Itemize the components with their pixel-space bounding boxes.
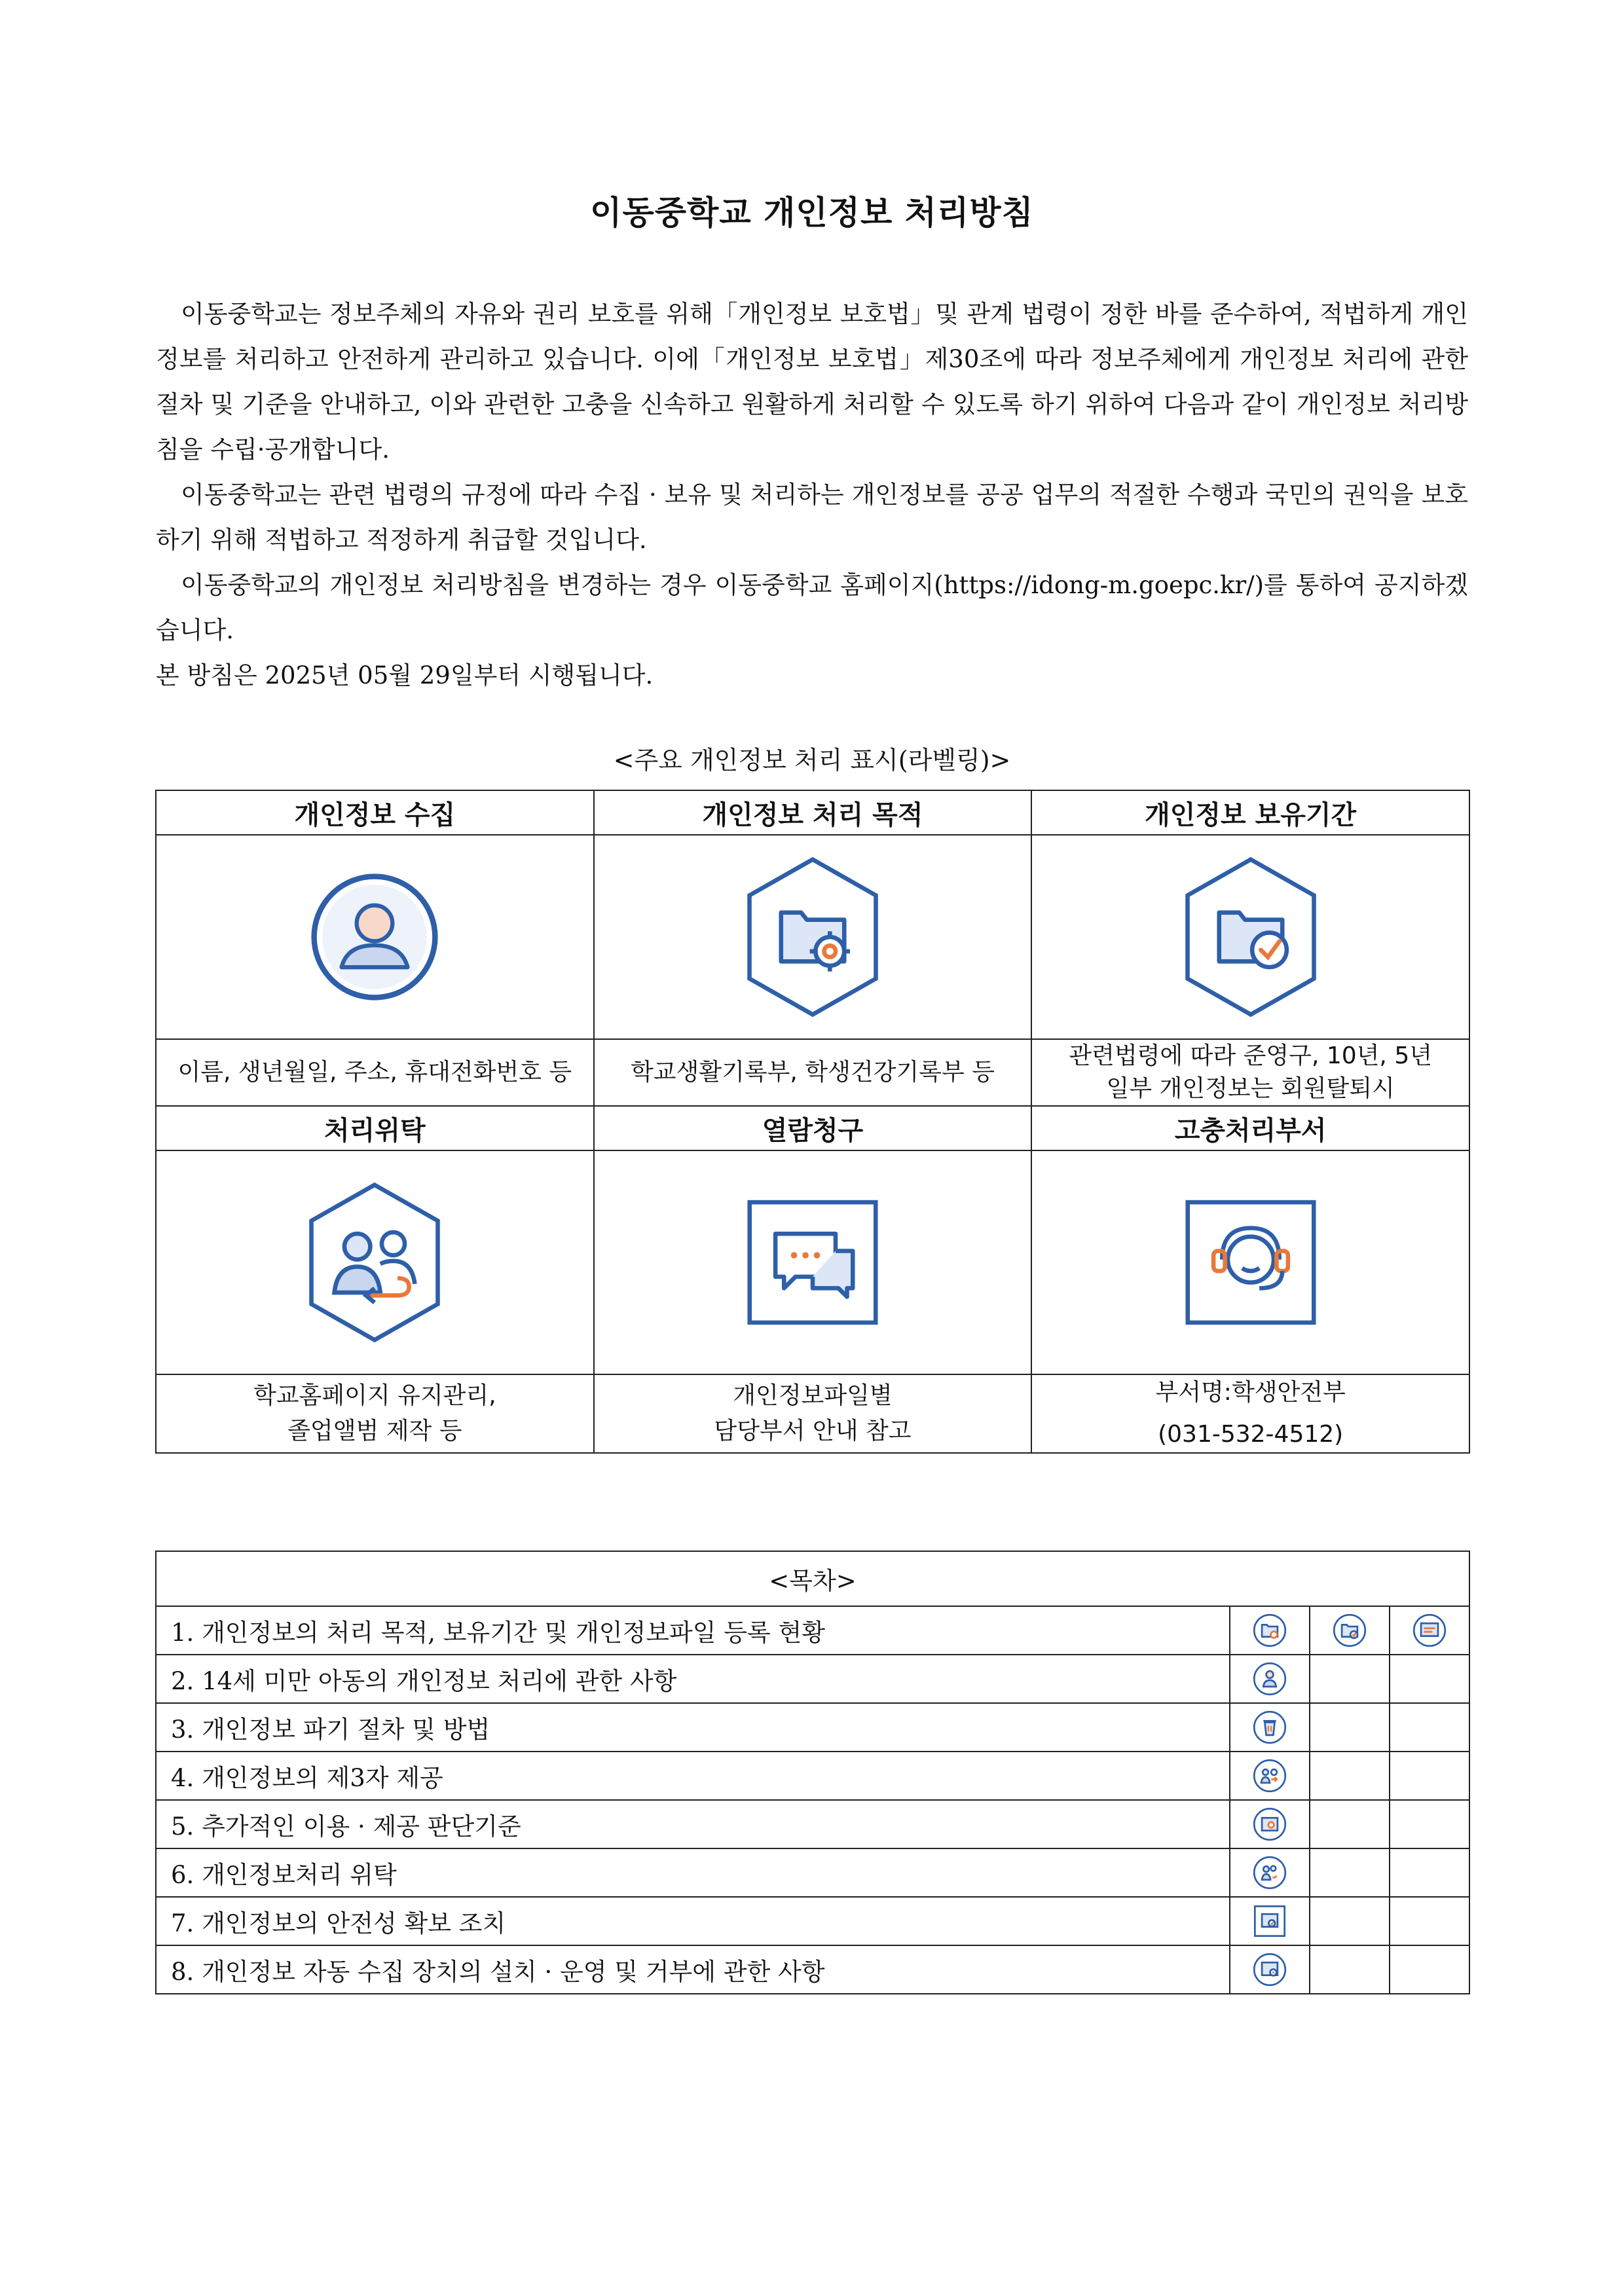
criteria-icon	[1252, 1807, 1287, 1842]
retention-line-1: 관련법령에 따라 준영구, 10년, 5년	[1069, 1042, 1432, 1069]
folder-gear-icon	[1252, 1613, 1287, 1648]
toc-item-6[interactable]: 6. 개인정보처리 위탁	[156, 1848, 1230, 1897]
security-icon	[1252, 1903, 1287, 1939]
retention-line-2: 일부 개인정보는 회원탈퇴시	[1106, 1075, 1395, 1102]
headset-icon	[1179, 1194, 1323, 1331]
label-header-collection: 개인정보 수집	[156, 790, 594, 835]
toc-item-1[interactable]: 1. 개인정보의 처리 목적, 보유기간 및 개인정보파일 등록 현황	[156, 1606, 1230, 1655]
intro-section	[156, 291, 1468, 698]
toc-item-5[interactable]: 5. 추가적인 이용 · 제공 판단기준	[156, 1800, 1230, 1848]
toc-row	[156, 1655, 1469, 1703]
toc-title: <목차>	[156, 1551, 1469, 1606]
folder-gear-icon	[741, 855, 885, 1019]
access-line-1: 개인정보파일별	[733, 1382, 893, 1409]
label-icon-cell-outsourcing	[156, 1150, 594, 1374]
effective-date: 본 방침은 2025년 05월 29일부터 시행됩니다.	[156, 661, 654, 689]
label-text-outsourcing	[156, 1374, 594, 1453]
toc-row	[156, 1606, 1469, 1655]
toc-row	[156, 1752, 1469, 1800]
child-icon	[1252, 1661, 1287, 1697]
folder-clock-icon	[1332, 1613, 1367, 1648]
label-header-purpose: 개인정보 처리 목적	[594, 790, 1032, 835]
label-text-retention	[1031, 1039, 1469, 1106]
toc-item-7[interactable]: 7. 개인정보의 안전성 확보 조치	[156, 1897, 1230, 1945]
label-icon-cell-collection	[156, 835, 594, 1039]
toc-row	[156, 1800, 1469, 1848]
intro-paragraph-2: 이동중학교는 관련 법령의 규정에 따라 수집 · 보유 및 처리하는 개인정보를 공공 업무의 적절한 수행과 국민의 권익을 보호하기 위해 적법하고 적정하게 취급할 것입니다.	[156, 481, 1468, 554]
labeling-table	[155, 790, 1470, 1454]
label-text-access-request	[594, 1374, 1032, 1453]
table-of-contents	[155, 1551, 1470, 1994]
label-text-collection: 이름, 생년월일, 주소, 휴대전화번호 등	[156, 1039, 594, 1106]
label-header-access-request: 열람청구	[594, 1106, 1032, 1150]
labeling-caption: <주요 개인정보 처리 표시(라벨링)>	[613, 746, 1011, 775]
label-icon-cell-grievance	[1031, 1150, 1469, 1374]
outsourcing-line-1: 학교홈페이지 유지관리,	[253, 1382, 496, 1409]
label-icon-cell-access-request	[594, 1150, 1032, 1374]
toc-row	[156, 1945, 1469, 1994]
toc-item-3[interactable]: 3. 개인정보 파기 절차 및 방법	[156, 1703, 1230, 1752]
label-icon-cell-retention	[1031, 835, 1469, 1039]
label-text-grievance	[1031, 1374, 1469, 1453]
intro-paragraph-3: 이동중학교의 개인정보 처리방침을 변경하는 경우 이동중학교 홈페이지(https://idong-m.goepc.kr/)를 통하여 공지하겠습니다.	[156, 571, 1468, 644]
label-header-grievance: 고충처리부서	[1031, 1106, 1469, 1150]
users-transfer-icon	[303, 1181, 447, 1344]
users-transfer-icon	[1252, 1855, 1287, 1890]
outsourcing-line-2: 졸업앨범 제작 등	[287, 1418, 462, 1444]
trash-icon	[1252, 1710, 1287, 1745]
cookie-icon	[1252, 1952, 1287, 1987]
toc-row	[156, 1848, 1469, 1897]
intro-paragraph-1: 이동중학교는 정보주체의 자유와 권리 보호를 위해「개인정보 보호법」및 관계 법령이 정한 바를 준수하여, 적법하게 개인정보를 처리하고 안전하게 관리하고 있습니다. 이에「개인정보 보호법」제30조에 따라 정보주체에게 개인정보 처리에 관한 절차 및 기준을 안내하고, 이와 관련한 고충을 신속하고 원활하게 처리할 수 있도록 하기 위하여 다음과 같이 개인정보 처리방침을 수립·공개합니다.	[156, 300, 1468, 464]
department-name: 부서명:학생안전부	[1155, 1379, 1346, 1406]
toc-item-8[interactable]: 8. 개인정보 자동 수집 장치의 설치 · 운영 및 거부에 관한 사항	[156, 1945, 1230, 1994]
folder-register-icon	[1412, 1613, 1447, 1648]
toc-item-2[interactable]: 2. 14세 미만 아동의 개인정보 처리에 관한 사항	[156, 1655, 1230, 1703]
toc-row	[156, 1703, 1469, 1752]
label-header-outsourcing: 처리위탁	[156, 1106, 594, 1150]
toc-row	[156, 1897, 1469, 1945]
folder-clock-icon	[1179, 855, 1323, 1019]
label-header-retention: 개인정보 보유기간	[1031, 790, 1469, 835]
label-icon-cell-purpose	[594, 835, 1032, 1039]
access-line-2: 담당부서 안내 참고	[714, 1418, 912, 1444]
label-text-purpose: 학교생활기록부, 학생건강기록부 등	[594, 1039, 1032, 1106]
chat-icon	[741, 1194, 885, 1331]
third-party-icon	[1252, 1758, 1287, 1793]
department-phone: (031-532-4512)	[1158, 1421, 1344, 1448]
page-title: 이동중학교 개인정보 처리방침	[590, 194, 1034, 232]
person-icon	[306, 868, 443, 1006]
toc-item-4[interactable]: 4. 개인정보의 제3자 제공	[156, 1752, 1230, 1800]
